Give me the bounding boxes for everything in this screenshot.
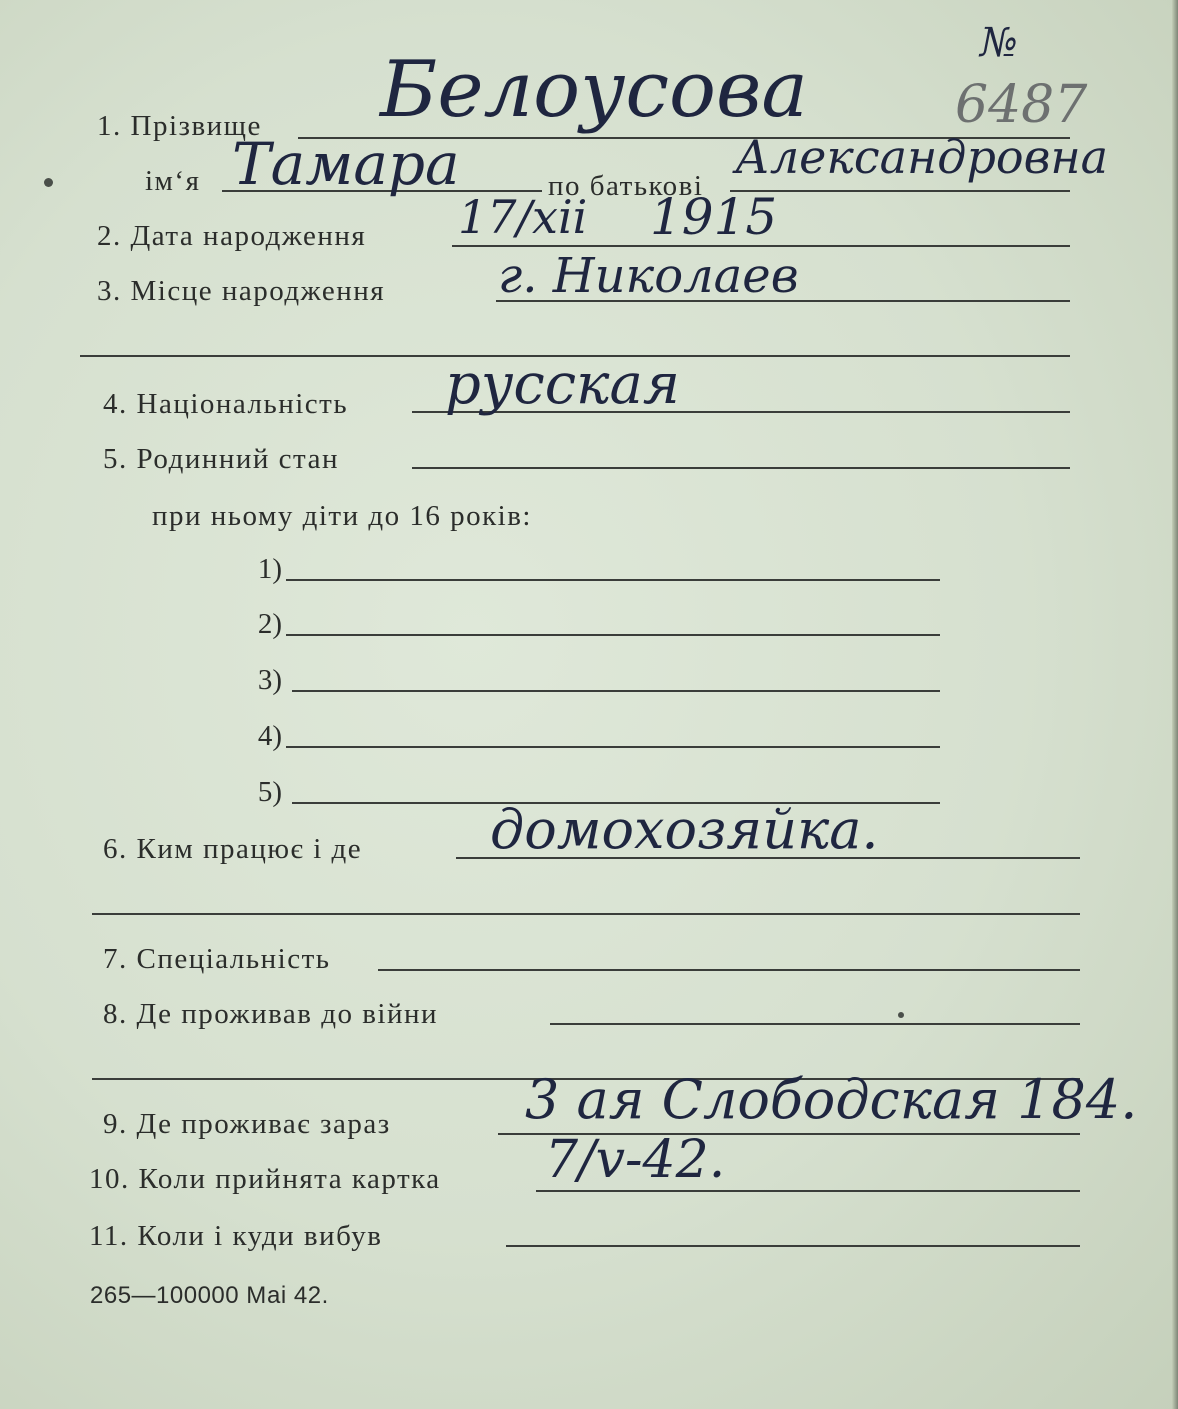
child-5-label: 5)	[257, 776, 282, 808]
ink-dot	[898, 1012, 904, 1018]
child-2-line	[286, 634, 940, 636]
prewar-residence-label: 8. Де проживав до війни	[103, 998, 439, 1030]
current-residence-value: 3 ая Слободская 184.	[525, 1068, 1138, 1131]
departed-label: 11. Коли і куди вибув	[89, 1220, 383, 1252]
specialty-line	[378, 969, 1080, 971]
patronymic-line	[730, 190, 1070, 192]
current-residence-label: 9. Де проживає зараз	[103, 1108, 391, 1140]
birthplace-label: 3. Місце народження	[97, 275, 386, 307]
child-2-label: 2)	[257, 608, 282, 640]
card-number-prefix: №	[980, 20, 1018, 66]
child-1-line	[286, 579, 940, 581]
marital-status-line	[412, 467, 1070, 469]
birth-year-value: 1915	[650, 188, 778, 246]
child-4-label: 4)	[257, 720, 282, 752]
child-1-label: 1)	[257, 553, 282, 585]
child-3-line	[292, 690, 940, 692]
birth-date-label: 2. Дата народження	[97, 220, 367, 252]
marital-status-label: 5. Родинний стан	[103, 443, 339, 475]
occupation-value: домохозяйка.	[490, 798, 879, 861]
card-accepted-label: 10. Коли прийнята картка	[89, 1163, 441, 1195]
surname-value: Белоусова	[380, 45, 808, 135]
prewar-residence-line	[550, 1023, 1080, 1025]
departed-line	[506, 1245, 1080, 1247]
specialty-label: 7. Спеціальність	[103, 943, 331, 975]
print-run-footer: 265—100000 Маі 42.	[90, 1282, 329, 1309]
occupation-line-2	[92, 913, 1080, 915]
name-label: ім‘я	[145, 165, 201, 197]
children-label: при ньому діти до 16 років:	[152, 500, 532, 532]
birthplace-value: г. Николаев	[498, 248, 799, 304]
card-accepted-line	[536, 1190, 1080, 1192]
child-3-label: 3)	[257, 664, 282, 696]
birth-day-month-value: 17/xii	[458, 190, 588, 244]
nationality-value: русская	[445, 352, 680, 417]
occupation-label: 6. Ким працює і де	[103, 833, 363, 865]
name-value: Тамара	[232, 130, 460, 198]
nationality-label: 4. Національність	[103, 388, 349, 420]
patronymic-label: по батькові	[548, 170, 704, 202]
child-4-line	[286, 746, 940, 748]
surname-label: 1. Прізвище	[97, 110, 262, 142]
punch-mark	[44, 178, 53, 187]
card-accepted-value: 7/v-42.	[545, 1130, 726, 1190]
patronymic-value: Александровна	[735, 130, 1109, 184]
card-number: 6487	[955, 75, 1088, 135]
